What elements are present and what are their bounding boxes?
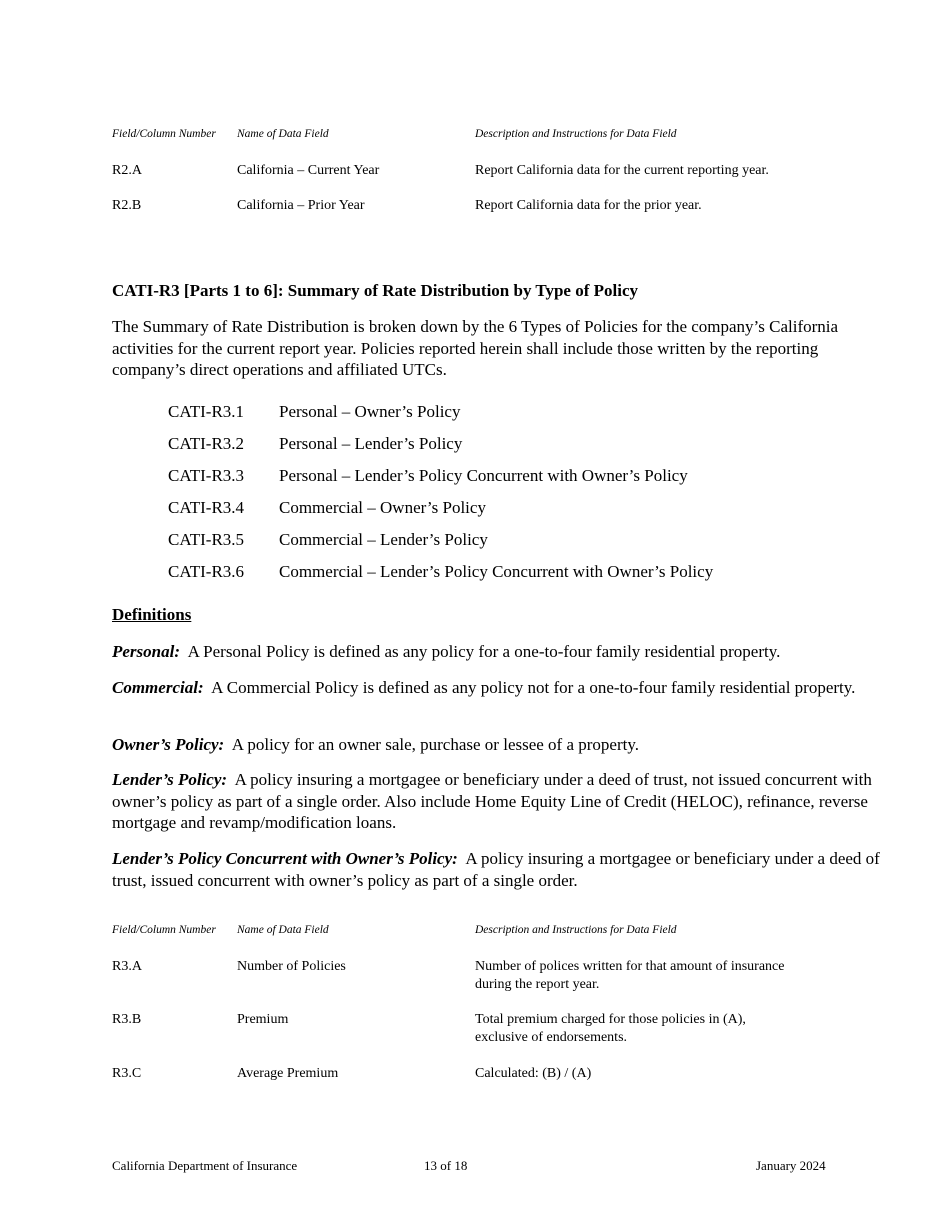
table-r3-row-name: Number of Policies [237,959,346,974]
definition-term: Personal: [112,642,180,661]
footer-page-number: 13 of 18 [424,1158,468,1173]
policy-name: Commercial – Owner’s Policy [279,498,486,517]
definition-item [112,677,882,699]
table-r3-row-desc-line: Number of polices written for that amount of insurance [475,959,785,974]
table-r2-header-desc: Description and Instructions for Data Field [475,128,677,140]
definition-text: A policy insuring a mortgagee or beneficiary under a deed of trust, issued concurrent with owner’s policy as part of a single order. [112,849,880,890]
definitions-title: Definitions [112,605,192,624]
definition-item [112,734,882,756]
section-intro: The Summary of Rate Distribution is broken down by the 6 Types of Policies for the company’s California activities for the current report year. Policies reported herein shall include those written by the reporting company’s direct operations and affiliated UTCs. [112,317,839,379]
policy-id: CATI-R3.2 [168,434,245,453]
table-r2-row-desc: Report California data for the current reporting year. [475,163,769,178]
definition-term: Commercial: [112,678,204,697]
policy-name: Personal – Lender’s Policy [279,434,463,453]
definition-item [112,641,882,663]
footer-date: January 2024 [756,1158,826,1173]
table-r2-header-field: Field/Column Number [112,128,216,140]
policy-name: Commercial – Lender’s Policy Concurrent with Owner’s Policy [279,562,714,581]
policy-name: Personal – Lender’s Policy Concurrent with Owner’s Policy [279,466,688,485]
table-r2-row-desc: Report California data for the prior year. [475,198,702,213]
table-r3-header-field: Field/Column Number [112,924,216,936]
policy-id: CATI-R3.1 [168,402,245,421]
policy-id: CATI-R3.6 [168,562,245,581]
definition-text: A policy for an owner sale, purchase or lessee of a property. [231,735,640,754]
table-r3-row-field: R3.C [112,1066,142,1081]
definition-term: Owner’s Policy: [112,735,225,754]
table-r3-row-field: R3.A [112,959,142,974]
definition-text: A policy insuring a mortgagee or beneficiary under a deed of trust, not issued concurrent with owner’s policy as part of a single order. Also include Home Equity Line of Credit (HELOC), refinance, reverse mortgage and revamp/modification loans. [112,770,872,832]
policy-id: CATI-R3.4 [168,498,245,517]
policy-name: Personal – Owner’s Policy [279,402,461,421]
table-r3-row-name: Average Premium [237,1066,339,1081]
definition-text: A Personal Policy is defined as any policy for a one-to-four family residential property. [187,642,781,661]
table-r2-header-name: Name of Data Field [237,128,329,140]
table-r3-row-desc-line: exclusive of endorsements. [475,1030,628,1045]
definition-item [112,769,882,834]
table-r2-row-name: California – Current Year [237,163,380,178]
table-r3-row-desc-line: during the report year. [475,977,600,992]
definition-term: Lender’s Policy: [112,770,228,789]
table-r3-row-desc [475,1011,746,1047]
table-r3-header-name: Name of Data Field [237,924,329,936]
definition-term: Lender’s Policy Concurrent with Owner’s Policy: [112,849,458,868]
table-r3-row-desc-line: Total premium charged for those policies in (A), [475,1012,746,1027]
table-r2-row-field: R2.A [112,163,142,178]
table-r2-row-name: California – Prior Year [237,198,365,213]
policy-id: CATI-R3.3 [168,466,245,485]
table-r3-row-name: Premium [237,1012,289,1027]
definition-text: A Commercial Policy is defined as any policy not for a one-to-four family residential property. [211,678,856,697]
section-heading: CATI-R3 [Parts 1 to 6]: Summary of Rate Distribution by Type of Policy [112,281,639,300]
table-r3-header-desc: Description and Instructions for Data Field [475,924,677,936]
table-r3-row-field: R3.B [112,1012,142,1027]
policy-name: Commercial – Lender’s Policy [279,530,488,549]
policy-id: CATI-R3.5 [168,530,245,549]
table-r3-row-desc [475,958,784,994]
definition-item [112,848,882,891]
table-r3-row-desc [475,1065,591,1083]
footer-left: California Department of Insurance [112,1158,298,1173]
table-r3-row-desc-line: Calculated: (B) / (A) [475,1066,592,1081]
table-r2-row-field: R2.B [112,198,142,213]
